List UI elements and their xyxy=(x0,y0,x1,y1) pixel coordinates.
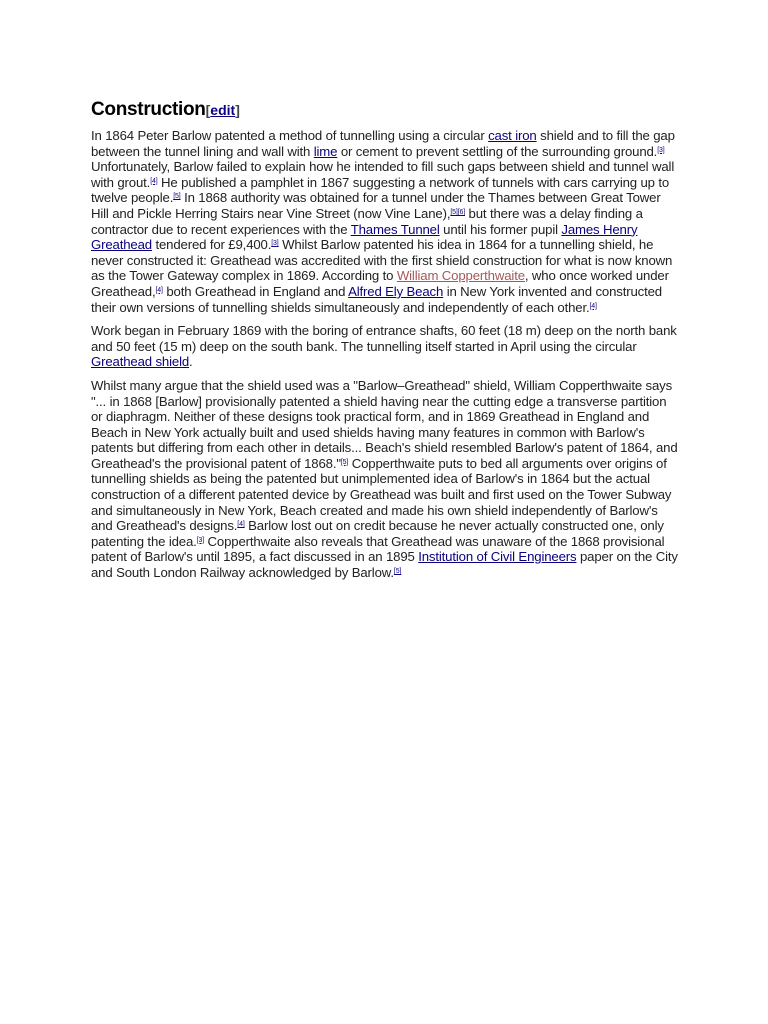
edit-bracket-open: [ xyxy=(205,102,211,118)
text-run: Work began in February 1869 with the boring of entrance shafts, 60 feet (18 m) deep on the north bank and 50 feet (15 m) deep on the south bank. The tunnelling itself started in April using the circular xyxy=(91,323,677,354)
link-william-copperthwaite[interactable]: William Copperthwaite xyxy=(396,268,525,284)
section-title: Construction xyxy=(91,99,206,120)
citation-link[interactable]: [4] xyxy=(150,177,158,185)
link-alfred-ely-beach[interactable]: Alfred Ely Beach xyxy=(348,283,444,299)
text-run: Copperthwaite also reveals that Greathead was unaware of the 1868 provisional patent of Barlow's until 1895, a fact discussed in an 1895 xyxy=(91,533,665,565)
citation xyxy=(657,147,664,154)
citation xyxy=(150,178,157,185)
text-run: tendered for £9,400. xyxy=(151,237,272,253)
citation-link[interactable]: [5] xyxy=(340,458,349,466)
text-run: . xyxy=(189,354,193,370)
citation xyxy=(173,193,180,200)
text-run: Unfortunately, Barlow failed to explain how he intended to fill such gaps between shield and tunnel wall with grout. xyxy=(91,159,675,190)
text-run: or cement to prevent settling of the surrounding ground. xyxy=(337,143,658,159)
paragraph-3 xyxy=(91,378,681,581)
citation xyxy=(271,240,278,247)
citation xyxy=(394,568,401,575)
citation-link[interactable]: [4] xyxy=(589,302,597,310)
citation-link[interactable]: [5] xyxy=(393,568,402,576)
citation-link[interactable]: [5] xyxy=(173,193,181,201)
citation-link[interactable]: [4] xyxy=(237,521,245,529)
text-run: , who once worked under Greathead, xyxy=(91,268,669,299)
link-thames-tunnel[interactable]: Thames Tunnel xyxy=(350,221,440,237)
edit-section-link[interactable]: edit xyxy=(210,102,236,118)
article-content xyxy=(91,96,681,589)
text-run: both Greathead in England and xyxy=(162,283,349,299)
citation-link[interactable]: [5][6] xyxy=(450,208,466,216)
text-run: shield and to fill the gap between the tunnel lining and wall with xyxy=(91,128,675,159)
link-institution-of-civil-engineers[interactable]: Institution of Civil Engineers xyxy=(418,549,577,565)
citation-link[interactable]: [3] xyxy=(657,146,665,154)
text-run: but there was a delay finding a contractor due to recent experiences with the xyxy=(91,205,643,237)
text-run: until his former pupil xyxy=(439,221,562,237)
text-run: paper on the City and South London Railway acknowledged by Barlow. xyxy=(91,549,678,581)
link-cast-iron[interactable]: cast iron xyxy=(488,128,537,143)
paragraph-1 xyxy=(91,128,681,315)
citation xyxy=(155,287,162,294)
text-run: He published a pamphlet in 1867 suggesting a network of tunnels with cars carrying up to twelve people. xyxy=(91,174,670,206)
text-run: Copperthwaite puts to bed all arguments over origins of tunnelling shields as being the patented but unimplemented idea of Barlow's in 1864 but the actual construction of a different patented device by Greathead was built and first used on the Tower Subway and simultaneously in New York, Beach created and made his own shield independently of Barlow's and Greathead's designs. xyxy=(91,455,672,534)
citation xyxy=(237,521,244,528)
text-run: In 1864 Peter Barlow patented a method of tunnelling using a circular xyxy=(91,128,489,143)
citation xyxy=(590,303,597,310)
text-run: Barlow lost out on credit because he never actually constructed one, only patenting the idea. xyxy=(91,518,664,549)
citation xyxy=(197,537,204,544)
citation-link[interactable]: [4] xyxy=(155,286,163,294)
text-run: Whilst Barlow patented his idea in 1864 for a tunnelling shield, he never constructed it: Greathead was accredited with the first shield construction for what is now known as the Tower Gateway complex in 1869. According to xyxy=(91,237,673,284)
text-run: in New York invented and constructed their own versions of tunnelling shields simultaneously and independently of each other. xyxy=(91,283,662,315)
paragraph-2 xyxy=(91,323,681,370)
text-run: In 1868 authority was obtained for a tunnel under the Thames between Great Tower Hill and Pickle Herring Stairs near Vine Street (now Vine Lane), xyxy=(91,190,661,221)
citation-link[interactable]: [3] xyxy=(271,240,279,248)
section-heading xyxy=(91,96,681,122)
link-lime[interactable]: lime xyxy=(313,143,338,159)
link-greathead-shield[interactable]: Greathead shield xyxy=(91,354,190,370)
citation xyxy=(450,209,465,216)
edit-bracket-close: ] xyxy=(235,102,240,118)
text-run: Whilst many argue that the shield used was a "Barlow–Greathead" shield, William Copperthwaite says "... in 1868 [Barlow] provisionally patented a shield having near the cutting edge a transverse partition or diaphragm. Neither of these designs took practical form, and in 1869 Greathead in England and Beach in New York actually built and used shields having many features in common with Barlow's patents but differing from each other in details... Beach's shield resembled Barlow's patent of 1864, and Greathead's the provisional patent of 1868." xyxy=(91,377,678,471)
link-james-henry-greathead[interactable]: James Henry Greathead xyxy=(91,221,638,253)
citation-link[interactable]: [3] xyxy=(196,536,205,544)
